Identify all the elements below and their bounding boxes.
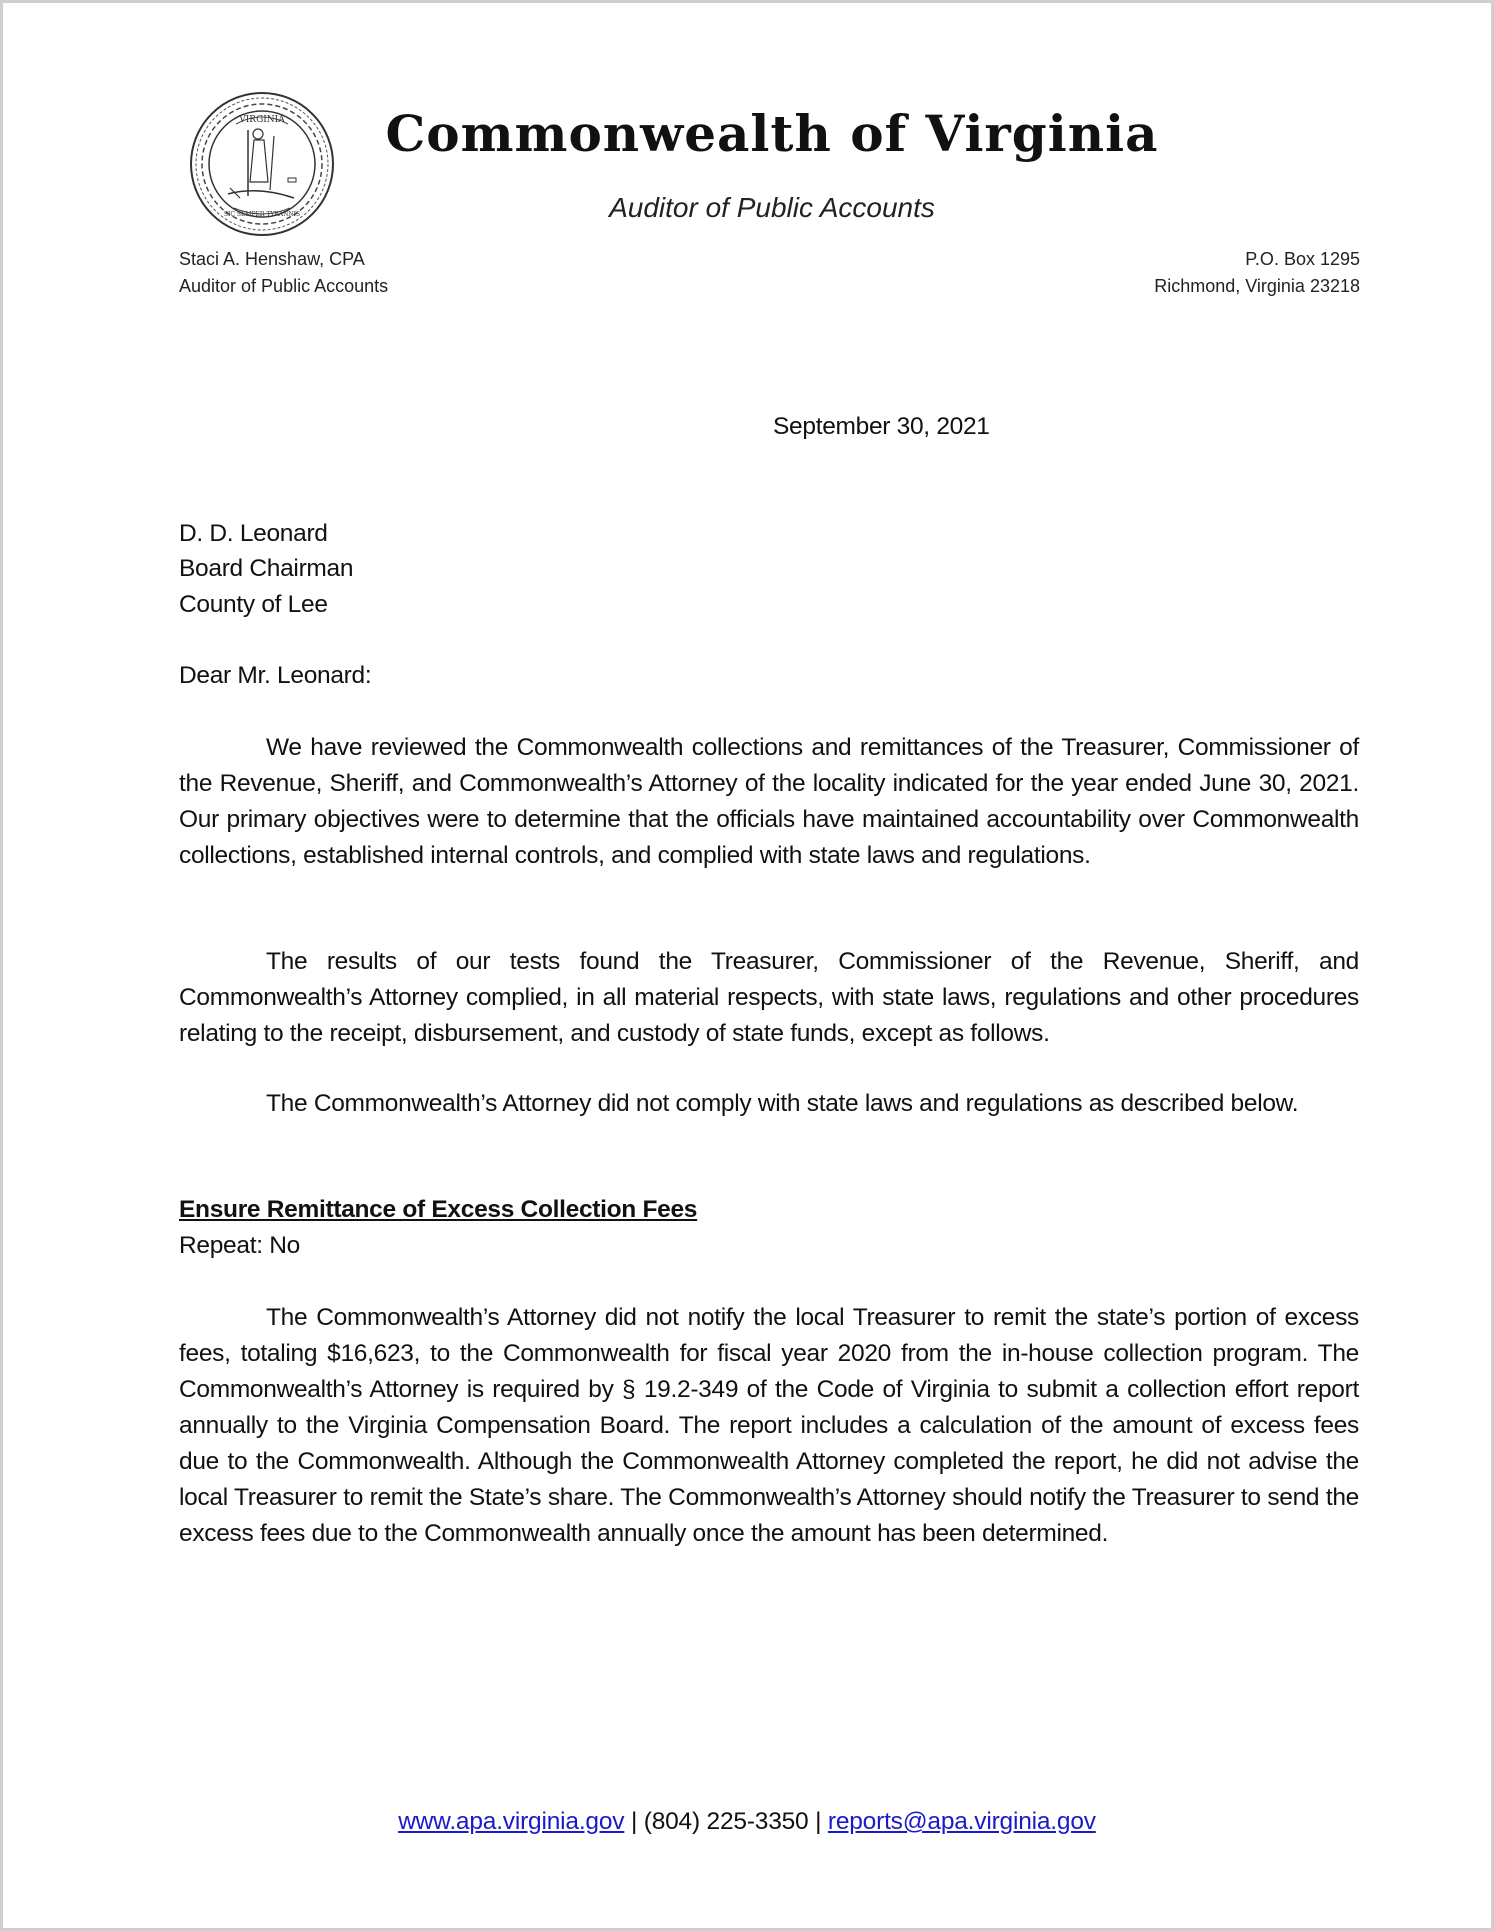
finding-heading: Ensure Remittance of Excess Collection Fees: [179, 1196, 698, 1223]
svg-text:VIRGINIA: VIRGINIA: [239, 115, 285, 125]
email-link[interactable]: reports@apa.virginia.gov: [827, 1808, 1096, 1835]
footer: [0, 1808, 1494, 1836]
paragraph-text: The Commonwealth’s Attorney did not comply with state laws and regulations as described below.: [266, 1090, 1299, 1117]
paragraph-text: We have reviewed the Commonwealth collections and remittances of the Treasurer, Commissioner of the Revenue, Sheriff, and Commonwealth’s Attorney of the locality indicated for the year ended June 30, 2021. Our primary objectives were to determine that the officials have maintained accountability over Commonwealth collections, established internal controls, and complied with state laws and regulations.: [179, 734, 1359, 869]
paragraph-text: The Commonwealth’s Attorney did not notify the local Treasurer to remit the state’s portion of excess fees, totaling $16,623, to the Commonwealth for fiscal year 2020 from the in-house collection program. The Commonwealth’s Attorney is required by § 19.2-349 of the Code of Virginia to submit a collection effort report annually to the Virginia Compensation Board. The report includes a calculation of the amount of excess fees due to the Commonwealth. Although the Commonwealth Attorney completed the report, he did not advise the local Treasurer to remit the State’s share. The Commonwealth’s Attorney should notify the Treasurer to send the excess fees due to the Commonwealth annually once the amount has been determined.: [179, 1304, 1359, 1547]
body-paragraph-2: [179, 944, 1359, 1052]
website-link[interactable]: www.apa.virginia.gov: [398, 1808, 625, 1835]
salutation: Dear Mr. Leonard:: [179, 662, 372, 689]
sender-title: Auditor of Public Accounts: [179, 276, 389, 296]
letterhead-subtitle: Auditor of Public Accounts: [609, 192, 935, 223]
body-paragraph-3: [179, 1086, 1359, 1122]
footer-separator: |: [630, 1808, 638, 1835]
svg-text:SIC SEMPER TYRANNIS: SIC SEMPER TYRANNIS: [223, 211, 301, 218]
finding-repeat: Repeat: No: [179, 1232, 300, 1259]
body-paragraph-1: [179, 730, 1359, 874]
footer-separator: |: [815, 1808, 822, 1835]
address-line2: Richmond, Virginia 23218: [1154, 276, 1360, 296]
finding-paragraph: [179, 1300, 1359, 1552]
address-line1: P.O. Box 1295: [1245, 249, 1360, 269]
recipient-organization: County of Lee: [179, 591, 328, 618]
paragraph-text: The results of our tests found the Treasurer, Commissioner of the Revenue, Sheriff, and Commonwealth’s Attorney complied, in all material respects, with state laws, regulations and other procedures relating to the receipt, disbursement, and custody of state funds, except as follows.: [179, 948, 1359, 1047]
letterhead-title: Commonwealth of Virginia: [385, 104, 1159, 163]
letter-date: September 30, 2021: [773, 413, 990, 440]
recipient-name: D. D. Leonard: [179, 520, 328, 547]
phone-number: (804) 225-3350: [643, 1808, 809, 1835]
recipient-title: Board Chairman: [179, 555, 354, 582]
sender-name: Staci A. Henshaw, CPA: [179, 249, 365, 269]
